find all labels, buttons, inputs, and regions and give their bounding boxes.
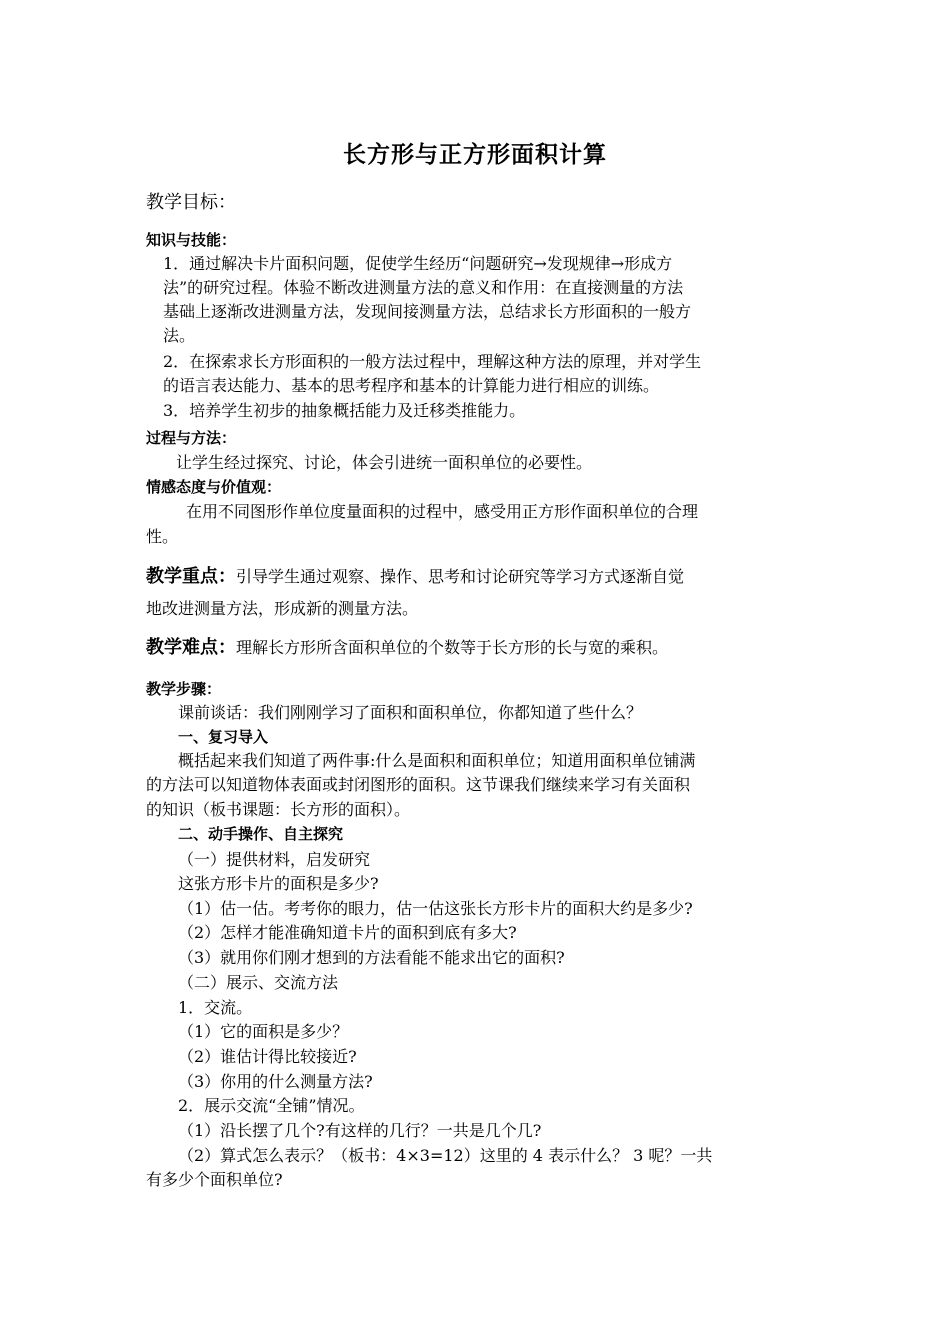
- difficulty-text: 理解长方形所含面积单位的个数等于长方形的长与宽的乘积。: [236, 638, 669, 657]
- step-line-s8: （1）它的面积是多少？: [178, 1022, 349, 1041]
- process-heading: 过程与方法：: [146, 429, 237, 447]
- knowledge-item1-line1: 1．通过解决卡片面积问题，促使学生经历“问题研究→发现规律→形成方: [163, 254, 673, 273]
- step-line-s12: （1）沿长摆了几个?有这样的几行？一共是几个几?: [178, 1121, 542, 1140]
- step-line-s3: （1）估一估。考考你的眼力，估一估这张长方形卡片的面积大约是多少?: [178, 899, 693, 918]
- key-point-line1: [146, 563, 684, 591]
- knowledge-item2-line2: 的语言表达能力、基本的思考程序和基本的计算能力进行相应的训练。: [163, 376, 660, 395]
- step-line-s1: （一）提供材料，启发研究: [178, 850, 371, 869]
- step-line-s4: （2）怎样才能准确知道卡片的面积到底有多大?: [178, 923, 517, 942]
- knowledge-heading: 知识与技能：: [146, 231, 237, 249]
- knowledge-item1-line4: 法。: [163, 326, 196, 345]
- attitude-text-line2: 性。: [146, 527, 179, 546]
- knowledge-item2-line1: 2．在探索求长方形面积的一般方法过程中，理解这种方法的原理，并对学生: [163, 352, 702, 371]
- step-line-s13-2: 有多少个面积单位?: [146, 1170, 283, 1189]
- section1-line2: 的方法可以知道物体表面或封闭图形的面积。这节课我们继续来学习有关面积: [146, 775, 691, 794]
- knowledge-item1-line2: 法”的研究过程。体验不断改进测量方法的意义和作用：在直接测量的方法: [163, 278, 684, 297]
- document-title: 长方形与正方形面积计算: [343, 142, 607, 168]
- attitude-heading: 情感态度与价值观：: [146, 478, 282, 496]
- section2-heading: 二、动手操作、自主探究: [178, 825, 344, 843]
- step-line-s6: （二）展示、交流方法: [178, 973, 339, 992]
- knowledge-item3: 3．培养学生初步的抽象概括能力及迁移类推能力。: [163, 401, 526, 420]
- step-line-s10: （3）你用的什么测量方法?: [178, 1072, 373, 1091]
- difficulty-line: [146, 634, 668, 662]
- step-line-s7: 1．交流。: [178, 998, 253, 1017]
- knowledge-item1-line3: 基础上逐渐改进测量方法，发现间接测量方法，总结求长方形面积的一般方: [163, 302, 692, 321]
- step-line-s13-1: （2）算式怎么表示？（板书：4×3=12）这里的 4 表示什么？ 3 呢？一共: [178, 1146, 713, 1165]
- attitude-text-line1: 在用不同图形作单位度量面积的过程中，感受用正方形作面积单位的合理: [186, 502, 699, 521]
- key-point-label: 教学重点：: [146, 566, 236, 587]
- section1-heading: 一、复习导入: [178, 728, 269, 746]
- steps-intro: 课前谈话：我们刚刚学习了面积和面积单位，你都知道了些什么？: [178, 703, 643, 722]
- step-line-s5: （3）就用你们刚才想到的方法看能不能求出它的面积?: [178, 948, 565, 967]
- objectives-heading: 教学目标：: [146, 192, 236, 213]
- step-line-s9: （2）谁估计得比较接近?: [178, 1047, 357, 1066]
- section1-line1: 概括起来我们知道了两件事:什么是面积和面积单位；知道用面积单位铺满: [178, 751, 696, 770]
- step-line-s2: 这张方形卡片的面积是多少?: [178, 874, 379, 893]
- process-text: 让学生经过探究、讨论，体会引进统一面积单位的必要性。: [176, 453, 593, 472]
- section1-line3: 的知识（板书课题：长方形的面积）。: [146, 800, 411, 819]
- difficulty-label: 教学难点：: [146, 637, 236, 658]
- steps-heading: 教学步骤：: [146, 680, 222, 698]
- key-point-text: 引导学生通过观察、操作、思考和讨论研究等学习方式逐渐自觉: [236, 567, 685, 586]
- step-line-s11: 2．展示交流“全铺”情况。: [178, 1096, 365, 1115]
- key-point-line2: 地改进测量方法，形成新的测量方法。: [146, 599, 419, 618]
